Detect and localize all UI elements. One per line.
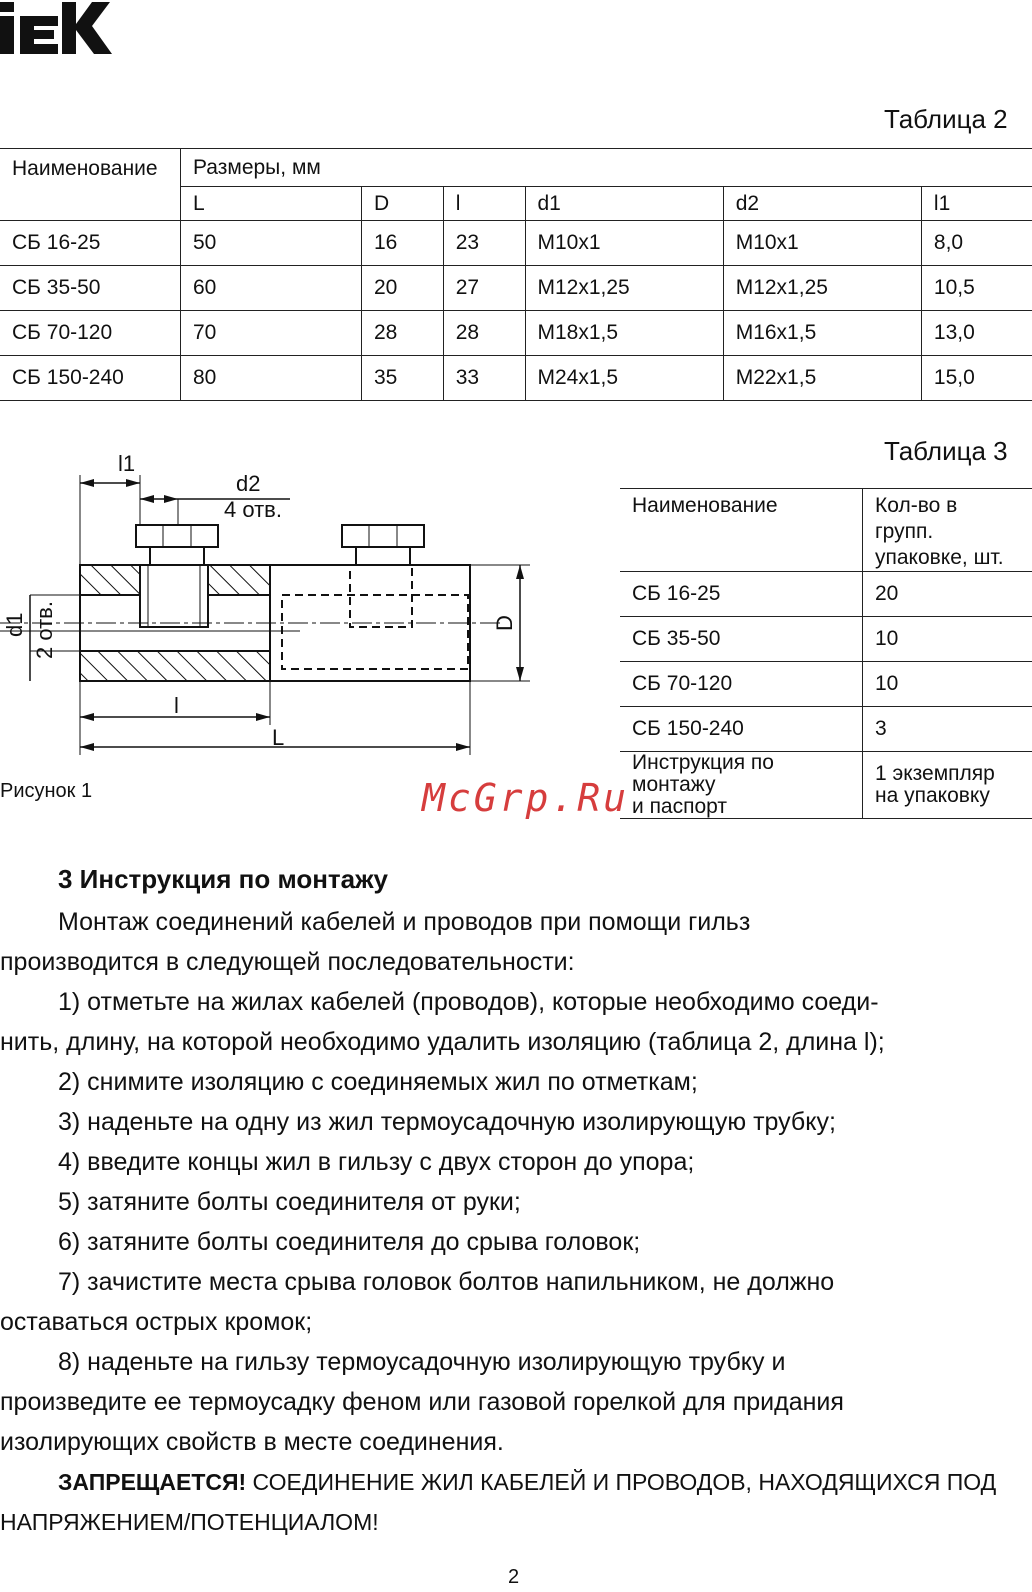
step: 4) введите концы жил в гильзу с двух сторон до упора; bbox=[58, 1148, 695, 1176]
table-row bbox=[0, 311, 1032, 356]
step: 1) отметьте на жилах кабелей (проводов), которые необходимо соеди- bbox=[58, 988, 879, 1016]
cell bbox=[863, 752, 1032, 819]
table-row bbox=[0, 221, 1032, 266]
cell: 8,0 bbox=[921, 221, 1032, 266]
cell: СБ 35-50 bbox=[620, 617, 863, 662]
step: оставаться острых кромок; bbox=[0, 1308, 313, 1336]
cell: 23 bbox=[443, 221, 525, 266]
cell: 33 bbox=[443, 356, 525, 401]
subheader: l1 bbox=[921, 187, 1032, 221]
subheader: d2 bbox=[723, 187, 921, 221]
cell: M10x1 bbox=[525, 221, 723, 266]
cell: 10 bbox=[863, 617, 1032, 662]
iek-logo bbox=[0, 2, 112, 54]
qty-header-line2: упаковке, шт. bbox=[875, 546, 1004, 569]
cell: СБ 70-120 bbox=[620, 662, 863, 707]
cell: 10 bbox=[863, 662, 1032, 707]
table-row bbox=[0, 266, 1032, 311]
table-row bbox=[620, 662, 1032, 707]
cell: СБ 150-240 bbox=[620, 707, 863, 752]
col-name-header: Наименование bbox=[620, 489, 863, 572]
subheader: D bbox=[362, 187, 444, 221]
cell: СБ 150-240 bbox=[0, 356, 181, 401]
subheader: L bbox=[181, 187, 362, 221]
label-holes4: 4 отв. bbox=[224, 497, 282, 522]
label-d2: d2 bbox=[236, 471, 261, 496]
cell-line: 1 экземпляр bbox=[875, 762, 995, 785]
cell: 28 bbox=[443, 311, 525, 356]
sleeve-drawing bbox=[0, 455, 540, 785]
step: 6) затяните болты соединителя до срыва головок; bbox=[58, 1228, 641, 1256]
cell: 20 bbox=[863, 572, 1032, 617]
cell: M16x1,5 bbox=[723, 311, 921, 356]
label-holes2: 2 отв. bbox=[32, 601, 57, 659]
cell: M10x1 bbox=[723, 221, 921, 266]
cell: 60 bbox=[181, 266, 362, 311]
step: 7) зачистите места срыва головок болтов напильником, не должно bbox=[58, 1268, 835, 1296]
table3-caption: Таблица 3 bbox=[884, 436, 1008, 466]
cell: 80 bbox=[181, 356, 362, 401]
paragraph: производится в следующей последовательности: bbox=[0, 948, 575, 976]
cell-line: на упаковку bbox=[875, 784, 990, 807]
cell: 15,0 bbox=[921, 356, 1032, 401]
table-row bbox=[620, 752, 1032, 819]
page-number: 2 bbox=[508, 1566, 520, 1588]
col-name-header: Наименование bbox=[0, 149, 181, 221]
step: 3) наденьте на одну из жил термоусадочную изолирующую трубку; bbox=[58, 1108, 836, 1136]
warning-text: СОЕДИНЕНИЕ ЖИЛ КАБЕЛЕЙ И ПРОВОДОВ, НАХОДЯЩИХСЯ ПОД НАПРЯЖЕНИЕМ/ПОТЕНЦИАЛОМ! bbox=[0, 1469, 997, 1535]
cell bbox=[620, 752, 863, 819]
cell: M24x1,5 bbox=[525, 356, 723, 401]
step: 8) наденьте на гильзу термоусадочную изолирующую трубку и bbox=[58, 1348, 786, 1376]
cell: 16 bbox=[362, 221, 444, 266]
step: 5) затяните болты соединителя от руки; bbox=[58, 1188, 521, 1216]
cell: 27 bbox=[443, 266, 525, 311]
step: произведите ее термоусадку феном или газовой горелкой для придания bbox=[0, 1388, 844, 1416]
qty-header-line1: Кол-во в групп. bbox=[875, 494, 958, 543]
label-l1: l1 bbox=[118, 455, 136, 476]
table-row bbox=[0, 356, 1032, 401]
table-row bbox=[620, 707, 1032, 752]
cell: 3 bbox=[863, 707, 1032, 752]
table-row bbox=[620, 572, 1032, 617]
table-row bbox=[620, 617, 1032, 662]
cell: 28 bbox=[362, 311, 444, 356]
figure-caption: Рисунок 1 bbox=[0, 780, 93, 802]
step: нить, длину, на которой необходимо удалить изоляцию (таблица 2, длина l); bbox=[0, 1028, 885, 1056]
cell: M12x1,25 bbox=[723, 266, 921, 311]
cell: 10,5 bbox=[921, 266, 1032, 311]
cell: M22x1,5 bbox=[723, 356, 921, 401]
label-L: L bbox=[272, 725, 285, 750]
cell: 50 bbox=[181, 221, 362, 266]
cell: 20 bbox=[362, 266, 444, 311]
cell: СБ 70-120 bbox=[0, 311, 181, 356]
col-qty-header bbox=[863, 489, 1032, 572]
step: изолирующих свойств в месте соединения. bbox=[0, 1428, 504, 1456]
label-d1: d1 bbox=[2, 612, 27, 637]
section-heading: 3 Инструкция по монтажу bbox=[58, 864, 389, 894]
cell: M18x1,5 bbox=[525, 311, 723, 356]
cell: 70 bbox=[181, 311, 362, 356]
warning bbox=[0, 1462, 1032, 1542]
cell: СБ 16-25 bbox=[620, 572, 863, 617]
paragraph: Монтаж соединений кабелей и проводов при помощи гильз bbox=[58, 908, 751, 936]
cell-line: Инструкция по монтажу bbox=[632, 751, 774, 796]
cell-line: и паспорт bbox=[632, 795, 728, 818]
label-l: l bbox=[174, 693, 179, 718]
cell: 35 bbox=[362, 356, 444, 401]
cell: СБ 35-50 bbox=[0, 266, 181, 311]
table2-caption: Таблица 2 bbox=[884, 104, 1008, 134]
label-D: D bbox=[492, 615, 517, 631]
warning-label: ЗАПРЕЩАЕТСЯ! bbox=[58, 1469, 247, 1495]
dimensions-table bbox=[0, 148, 1032, 401]
dims-header: Размеры, мм bbox=[181, 149, 1032, 187]
instructions-body bbox=[0, 902, 1032, 1462]
cell: СБ 16-25 bbox=[0, 221, 181, 266]
cell: M12x1,25 bbox=[525, 266, 723, 311]
subheader: l bbox=[443, 187, 525, 221]
package-table bbox=[620, 488, 1032, 819]
step: 2) снимите изоляцию с соединяемых жил по отметкам; bbox=[58, 1068, 698, 1096]
subheader: d1 bbox=[525, 187, 723, 221]
watermark: McGrp.Ru bbox=[422, 776, 630, 820]
cell: 13,0 bbox=[921, 311, 1032, 356]
